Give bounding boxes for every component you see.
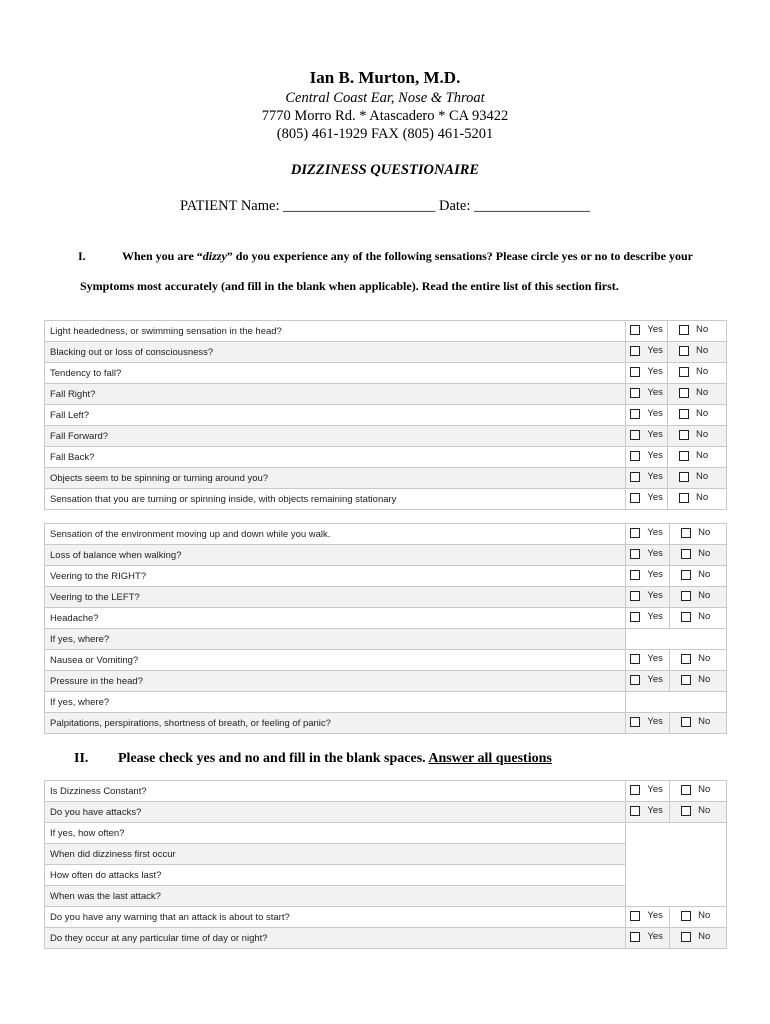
no-checkbox[interactable] [681, 612, 691, 622]
question-text: Do you have attacks? [45, 802, 626, 823]
question-text: Objects seem to be spinning or turning around you? [45, 468, 626, 489]
no-option-cell[interactable] [670, 545, 727, 566]
no-option-cell[interactable] [670, 650, 727, 671]
patient-name-date-line[interactable]: PATIENT Name: _____________________ Date: ________________ [179, 198, 590, 214]
question-text: Blacking out or loss of consciousness? [45, 342, 626, 363]
question-text: Sensation that you are turning or spinning inside, with objects remaining stationary [45, 489, 626, 510]
yes-label: Yes [647, 527, 663, 539]
table-row [45, 823, 727, 844]
no-checkbox[interactable] [681, 570, 691, 580]
table-row [45, 608, 727, 629]
attacks-table [44, 780, 727, 949]
table-row [45, 363, 727, 384]
question-text: Fall Back? [45, 447, 626, 468]
no-option[interactable] [668, 492, 708, 503]
yes-option[interactable] [626, 450, 663, 461]
table-row [45, 342, 727, 363]
yes-label: Yes [647, 471, 663, 483]
yes-checkbox[interactable] [630, 932, 640, 942]
table-row [45, 587, 727, 608]
no-label: No [698, 653, 711, 665]
yes-checkbox[interactable] [630, 472, 640, 482]
no-label: No [696, 387, 709, 399]
yes-checkbox[interactable] [630, 325, 640, 335]
question-text: Loss of balance when walking? [45, 545, 626, 566]
table-row [45, 886, 727, 907]
no-option[interactable] [668, 366, 708, 377]
no-checkbox[interactable] [679, 451, 689, 461]
table-row [45, 907, 727, 928]
no-option[interactable] [670, 569, 710, 580]
yes-option-cell[interactable] [626, 524, 670, 545]
yes-checkbox[interactable] [630, 549, 640, 559]
yes-checkbox[interactable] [630, 591, 640, 601]
no-option[interactable] [668, 345, 708, 356]
no-option[interactable] [668, 387, 708, 398]
yes-option[interactable] [626, 931, 663, 942]
table-row [45, 692, 727, 713]
no-option[interactable] [668, 324, 708, 335]
instructions-dizzy-word: dizzy [202, 249, 227, 263]
yes-checkbox[interactable] [630, 367, 640, 377]
yes-option[interactable] [626, 590, 663, 601]
table-row [45, 545, 727, 566]
no-checkbox[interactable] [679, 388, 689, 398]
yes-label: Yes [647, 805, 663, 817]
no-option-cell[interactable] [670, 608, 727, 629]
table-row [45, 524, 727, 545]
yes-label: Yes [647, 716, 663, 728]
yes-checkbox[interactable] [630, 717, 640, 727]
yes-checkbox[interactable] [630, 911, 640, 921]
question-text: Nausea or Vomiting? [45, 650, 626, 671]
no-option-cell[interactable] [670, 907, 727, 928]
no-option[interactable] [670, 590, 710, 601]
no-label: No [698, 805, 711, 817]
yes-label: Yes [647, 910, 663, 922]
yes-label: Yes [647, 611, 663, 623]
question-text: Fall Forward? [45, 426, 626, 447]
section-1-numeral: I. [78, 249, 86, 263]
yes-option-cell[interactable] [626, 587, 670, 608]
table-row [45, 384, 727, 405]
no-option-cell[interactable] [668, 342, 727, 363]
yes-option-cell[interactable] [626, 671, 670, 692]
yes-checkbox[interactable] [630, 785, 640, 795]
no-option[interactable] [668, 450, 708, 461]
no-option[interactable] [670, 527, 710, 538]
yes-checkbox[interactable] [630, 654, 640, 664]
no-checkbox[interactable] [679, 409, 689, 419]
question-text: Tendency to fall? [45, 363, 626, 384]
no-checkbox[interactable] [679, 346, 689, 356]
question-text: Do you have any warning that an attack is about to start? [45, 907, 626, 928]
no-option[interactable] [670, 910, 710, 921]
no-option-cell[interactable] [670, 802, 727, 823]
yes-option-cell[interactable] [626, 802, 670, 823]
question-text: Do they occur at any particular time of day or night? [45, 928, 626, 949]
no-checkbox[interactable] [681, 717, 691, 727]
yes-checkbox[interactable] [630, 388, 640, 398]
yes-checkbox[interactable] [630, 409, 640, 419]
yes-checkbox[interactable] [630, 806, 640, 816]
question-text: How often do attacks last? [45, 865, 626, 886]
yes-label: Yes [647, 569, 663, 581]
table-row [45, 713, 727, 734]
no-label: No [696, 450, 709, 462]
no-checkbox[interactable] [681, 932, 691, 942]
yes-option-cell[interactable] [626, 447, 668, 468]
yes-option[interactable] [626, 492, 663, 503]
no-label: No [698, 590, 711, 602]
yes-checkbox[interactable] [630, 528, 640, 538]
table-row [45, 321, 727, 342]
yes-checkbox[interactable] [630, 493, 640, 503]
no-option-cell[interactable] [670, 587, 727, 608]
yes-option-cell[interactable] [626, 608, 670, 629]
no-checkbox[interactable] [681, 549, 691, 559]
no-option-cell[interactable] [668, 489, 727, 510]
no-label: No [696, 492, 709, 504]
yes-option[interactable] [626, 366, 663, 377]
yes-option[interactable] [626, 429, 663, 440]
yes-option[interactable] [626, 784, 663, 795]
instructions-text: ” do you experience any of the following sensations? Please circle yes or no to describe your [226, 249, 693, 263]
yes-option-cell[interactable] [626, 545, 670, 566]
table-row [45, 650, 727, 671]
no-label: No [698, 784, 711, 796]
table-row [45, 865, 727, 886]
section-2-heading-text: Please check yes and no and fill in the blank spaces. [118, 751, 429, 766]
no-option-cell[interactable] [668, 405, 727, 426]
yes-option[interactable] [626, 674, 663, 685]
yes-option-cell[interactable] [626, 781, 670, 802]
no-option[interactable] [668, 408, 708, 419]
yes-checkbox[interactable] [630, 430, 640, 440]
phone-line: (805) 461-1929 FAX (805) 461-5201 [276, 126, 494, 142]
yes-option-cell[interactable] [626, 566, 670, 587]
no-label: No [696, 345, 709, 357]
question-text: Pressure in the head? [45, 671, 626, 692]
yes-label: Yes [647, 366, 663, 378]
yes-option-cell[interactable] [626, 342, 668, 363]
yes-checkbox[interactable] [630, 346, 640, 356]
no-label: No [696, 324, 709, 336]
no-checkbox[interactable] [679, 367, 689, 377]
yes-option-cell[interactable] [626, 928, 670, 949]
no-checkbox[interactable] [679, 430, 689, 440]
yes-checkbox[interactable] [630, 451, 640, 461]
question-text: Fall Left? [45, 405, 626, 426]
answer-blank-cell[interactable] [626, 823, 727, 907]
question-text: Is Dizziness Constant? [45, 781, 626, 802]
table-row [45, 802, 727, 823]
no-option[interactable] [670, 611, 710, 622]
no-option[interactable] [670, 674, 710, 685]
yes-option-cell[interactable] [626, 321, 668, 342]
table-row [45, 844, 727, 865]
yes-option[interactable] [626, 471, 663, 482]
yes-option[interactable] [626, 569, 663, 580]
yes-label: Yes [647, 408, 663, 420]
no-label: No [696, 408, 709, 420]
no-label: No [698, 569, 711, 581]
yes-option[interactable] [626, 387, 663, 398]
question-text: If yes, how often? [45, 823, 626, 844]
no-option[interactable] [670, 784, 710, 795]
no-option[interactable] [670, 548, 710, 559]
no-label: No [698, 674, 711, 686]
no-checkbox[interactable] [679, 472, 689, 482]
table-row [45, 928, 727, 949]
no-option-cell[interactable] [670, 713, 727, 734]
no-checkbox[interactable] [681, 675, 691, 685]
question-text: If yes, where? [45, 692, 626, 713]
question-text: If yes, where? [45, 629, 626, 650]
practice-name: Central Coast Ear, Nose & Throat [285, 90, 485, 106]
table-row [45, 447, 727, 468]
section-1-instructions-line-1 [122, 249, 693, 264]
symptoms-table-2 [44, 523, 727, 734]
no-checkbox[interactable] [679, 325, 689, 335]
instructions-text: When you are “ [122, 249, 203, 263]
section-2-numeral: II. [74, 751, 89, 766]
no-label: No [698, 548, 711, 560]
yes-label: Yes [647, 548, 663, 560]
yes-option-cell[interactable] [626, 426, 668, 447]
no-option[interactable] [670, 805, 710, 816]
table-row [45, 468, 727, 489]
yes-option[interactable] [626, 345, 663, 356]
question-text: Headache? [45, 608, 626, 629]
table-row [45, 426, 727, 447]
yes-option[interactable] [626, 548, 663, 559]
no-option-cell[interactable] [668, 321, 727, 342]
yes-label: Yes [647, 590, 663, 602]
yes-label: Yes [647, 345, 663, 357]
yes-label: Yes [647, 450, 663, 462]
section-1-instructions-line-2: Symptoms most accurately (and fill in the blank when applicable). Read the entire list of this section first. [80, 279, 619, 293]
no-option[interactable] [670, 931, 710, 942]
yes-option[interactable] [626, 527, 663, 538]
table-row [45, 629, 727, 650]
no-option-cell[interactable] [668, 426, 727, 447]
question-text: When was the last attack? [45, 886, 626, 907]
no-label: No [696, 471, 709, 483]
no-checkbox[interactable] [681, 591, 691, 601]
no-option[interactable] [670, 716, 710, 727]
address-line: 7770 Morro Rd. * Atascadero * CA 93422 [261, 108, 509, 124]
yes-option-cell[interactable] [626, 650, 670, 671]
yes-checkbox[interactable] [630, 570, 640, 580]
yes-label: Yes [647, 324, 663, 336]
no-label: No [698, 931, 711, 943]
yes-option[interactable] [626, 611, 663, 622]
no-option-cell[interactable] [668, 468, 727, 489]
question-text: Sensation of the environment moving up and down while you walk. [45, 524, 626, 545]
no-label: No [696, 429, 709, 441]
no-checkbox[interactable] [681, 528, 691, 538]
table-row [45, 781, 727, 802]
yes-checkbox[interactable] [630, 675, 640, 685]
yes-option-cell[interactable] [626, 363, 668, 384]
yes-option-cell[interactable] [626, 713, 670, 734]
yes-option[interactable] [626, 324, 663, 335]
yes-label: Yes [647, 653, 663, 665]
question-text: Fall Right? [45, 384, 626, 405]
yes-option-cell[interactable] [626, 907, 670, 928]
question-text: Veering to the RIGHT? [45, 566, 626, 587]
no-label: No [698, 527, 711, 539]
no-checkbox[interactable] [681, 806, 691, 816]
yes-option[interactable] [626, 653, 663, 664]
yes-label: Yes [647, 429, 663, 441]
no-label: No [698, 716, 711, 728]
no-label: No [696, 366, 709, 378]
no-option-cell[interactable] [670, 524, 727, 545]
question-text: Palpitations, perspirations, shortness of breath, or feeling of panic? [45, 713, 626, 734]
no-option-cell[interactable] [668, 363, 727, 384]
no-checkbox[interactable] [681, 785, 691, 795]
no-checkbox[interactable] [679, 493, 689, 503]
yes-option[interactable] [626, 805, 663, 816]
yes-option[interactable] [626, 408, 663, 419]
no-option[interactable] [668, 471, 708, 482]
no-label: No [698, 611, 711, 623]
yes-option-cell[interactable] [626, 468, 668, 489]
yes-option-cell[interactable] [626, 489, 668, 510]
yes-option-cell[interactable] [626, 384, 668, 405]
no-option-cell[interactable] [668, 384, 727, 405]
yes-label: Yes [647, 387, 663, 399]
no-option[interactable] [668, 429, 708, 440]
doctor-name: Ian B. Murton, M.D. [309, 68, 461, 87]
yes-label: Yes [647, 784, 663, 796]
no-option-cell[interactable] [670, 781, 727, 802]
question-text: Veering to the LEFT? [45, 587, 626, 608]
no-checkbox[interactable] [681, 911, 691, 921]
table-row [45, 671, 727, 692]
no-option-cell[interactable] [670, 671, 727, 692]
yes-label: Yes [647, 931, 663, 943]
yes-option[interactable] [626, 716, 663, 727]
table-row [45, 566, 727, 587]
no-label: No [698, 910, 711, 922]
table-row [45, 489, 727, 510]
yes-label: Yes [647, 492, 663, 504]
question-text: When did dizziness first occur [45, 844, 626, 865]
yes-label: Yes [647, 674, 663, 686]
question-text: Light headedness, or swimming sensation in the head? [45, 321, 626, 342]
table-row [45, 405, 727, 426]
no-option-cell[interactable] [670, 566, 727, 587]
answer-blank-cell[interactable] [626, 629, 727, 650]
yes-checkbox[interactable] [630, 612, 640, 622]
symptoms-table-1 [44, 320, 727, 510]
answer-blank-cell[interactable] [626, 692, 727, 713]
no-checkbox[interactable] [681, 654, 691, 664]
yes-option[interactable] [626, 910, 663, 921]
form-title: DIZZINESS QUESTIONAIRE [290, 162, 480, 178]
section-2-heading-underlined: Answer all questions [428, 751, 552, 766]
section-2-heading [118, 751, 552, 767]
no-option-cell[interactable] [670, 928, 727, 949]
yes-option-cell[interactable] [626, 405, 668, 426]
no-option[interactable] [670, 653, 710, 664]
no-option-cell[interactable] [668, 447, 727, 468]
